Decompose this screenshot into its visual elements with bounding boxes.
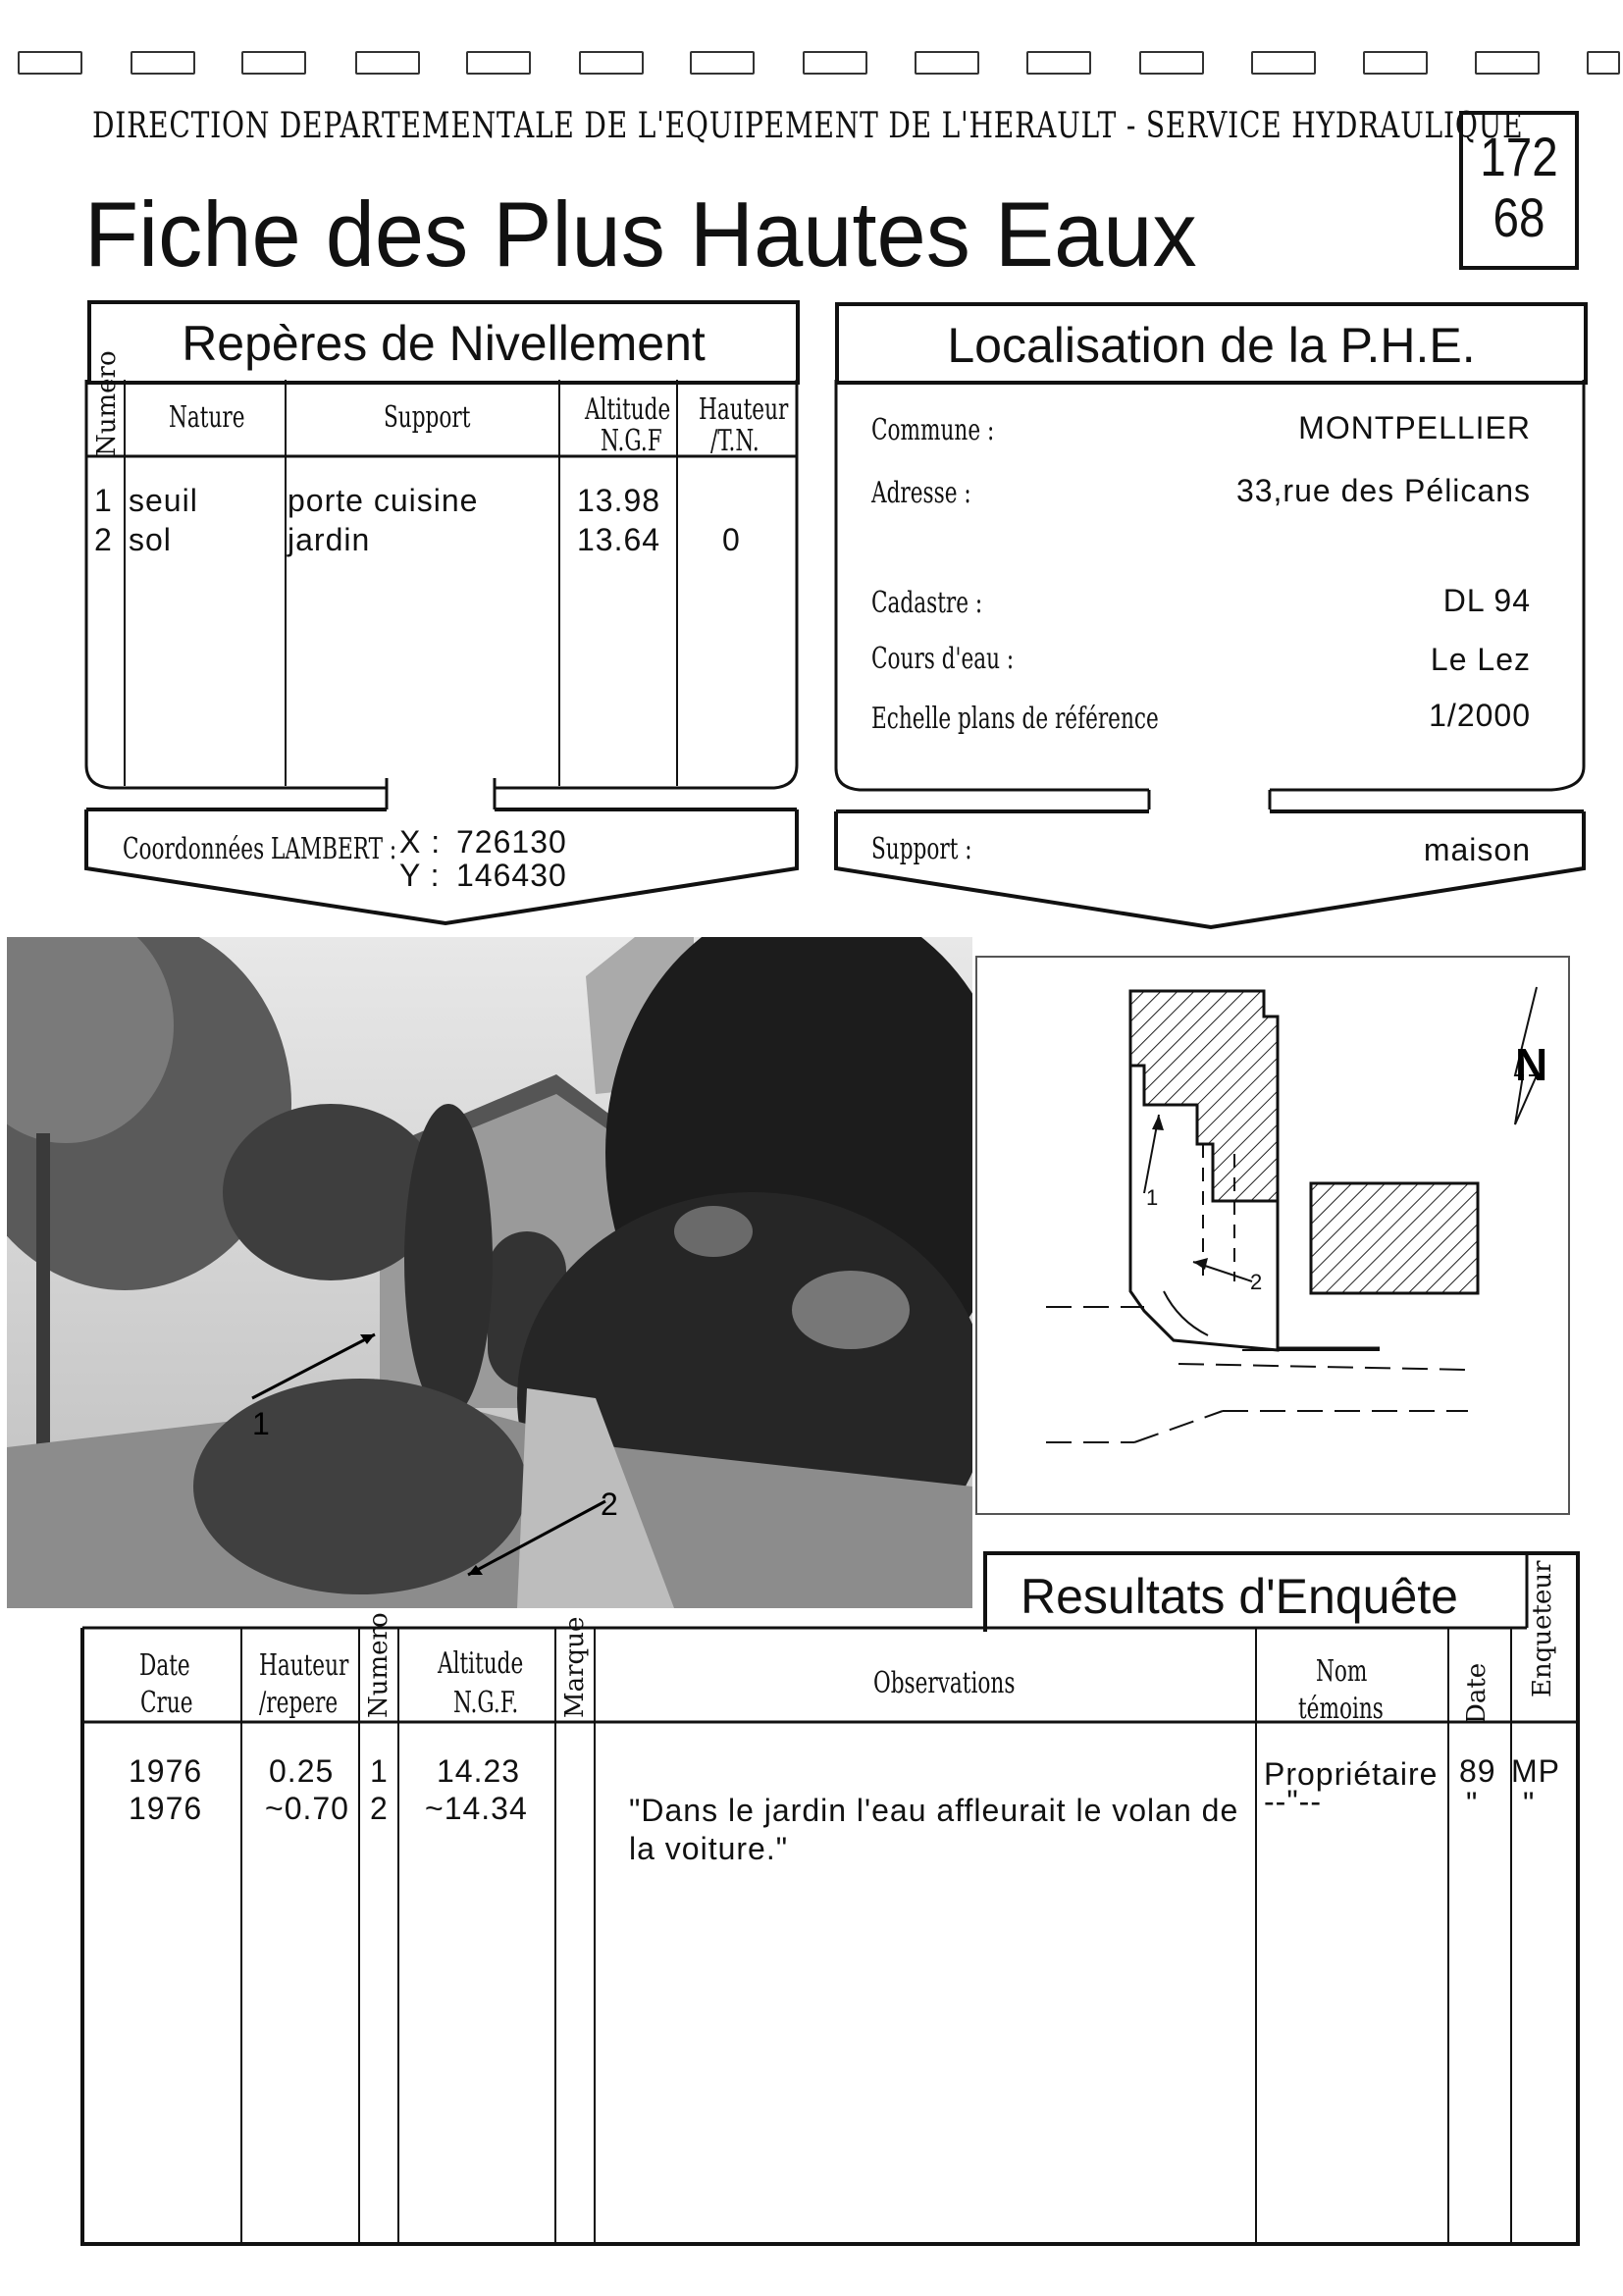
reference-bottom: 68 — [1492, 186, 1545, 248]
resultats-title: Resultats d'Enquête — [1021, 1569, 1458, 1624]
row-nom: --"-- — [1264, 1784, 1322, 1819]
binder-tab — [241, 51, 306, 75]
col-date-crue-header: Date — [139, 1648, 190, 1683]
map-marker-2: 2 — [1250, 1270, 1263, 1294]
cadastre-label: Cadastre : — [871, 586, 983, 620]
lambert-label: Coordonnées LAMBERT : — [123, 832, 397, 866]
binder-tab — [690, 51, 755, 75]
col-marque-header: Marque — [560, 1616, 590, 1718]
row-altitude: 13.98 — [577, 483, 661, 518]
page-title: Fiche des Plus Hautes Eaux — [84, 183, 1197, 286]
row-enqueteur: " — [1523, 1786, 1536, 1821]
site-map — [975, 956, 1570, 1515]
lambert-x-value: 726130 — [456, 824, 567, 860]
commune-label: Commune : — [871, 413, 995, 447]
row-date-crue: 1976 — [129, 1753, 203, 1789]
col-numero-header: Numero — [364, 1612, 393, 1718]
binder-tab — [579, 51, 644, 75]
organization-header: DIRECTION DEPARTEMENTALE DE L'EQUIPEMENT DE L'HERAULT - SERVICE HYDRAULIQUE — [92, 106, 1524, 146]
binder-tab — [1026, 51, 1091, 75]
binder-tab — [1251, 51, 1316, 75]
col-altitude-sub: N.G.F. — [453, 1686, 519, 1720]
row-support: jardin — [288, 522, 371, 557]
row-num: 2 — [94, 522, 113, 557]
adresse-value: 33,rue des Pélicans — [1235, 473, 1531, 508]
col-altitude-unit: N.G.F — [601, 424, 662, 458]
row-altitude: ~14.34 — [425, 1791, 528, 1826]
row-numero: 2 — [370, 1791, 389, 1826]
support-label: Support : — [871, 832, 972, 866]
binder-tab — [1475, 51, 1540, 75]
row-hauteur: 0 — [722, 522, 741, 557]
binder-tab — [1587, 51, 1620, 75]
localisation-title: Localisation de la P.H.E. — [835, 302, 1588, 385]
echelle-label: Echelle plans de référence — [871, 702, 1159, 736]
col-date-header: Date — [1462, 1662, 1492, 1724]
observation-line-1: "Dans le jardin l'eau affleurait le volan de — [629, 1793, 1239, 1828]
col-altitude-header: Altitude — [438, 1646, 524, 1681]
cours-label: Cours d'eau : — [871, 642, 1015, 676]
site-plan — [977, 958, 1568, 1513]
binder-tab — [466, 51, 531, 75]
row-nom: Propriétaire — [1264, 1756, 1439, 1792]
map-marker-1: 1 — [1146, 1185, 1159, 1210]
adresse-label: Adresse : — [871, 476, 971, 510]
col-enqueteur-header: Enqueteur — [1528, 1560, 1557, 1697]
reperes-title: Repères de Nivellement — [87, 300, 800, 385]
garden-photo-illustration — [7, 937, 972, 1608]
observation-line-2: la voiture." — [629, 1831, 789, 1866]
col-hauteur-header: Hauteur — [259, 1648, 349, 1683]
site-photo — [7, 937, 972, 1608]
row-nature: sol — [129, 522, 172, 557]
commune-value: MONTPELLIER — [1298, 410, 1531, 445]
col-observations-header: Observations — [873, 1666, 1016, 1700]
support-value: maison — [1423, 832, 1531, 867]
binder-tab — [131, 51, 195, 75]
row-support: porte cuisine — [288, 483, 479, 518]
col-numero-header: Numero — [92, 350, 122, 456]
cours-value: Le Lez — [1430, 642, 1531, 677]
photo-marker-2: 2 — [601, 1487, 619, 1522]
row-date: " — [1466, 1786, 1479, 1821]
row-altitude: 13.64 — [577, 522, 661, 557]
row-altitude: 14.23 — [437, 1753, 521, 1789]
col-nom-sub: témoins — [1298, 1692, 1384, 1726]
binder-tab — [1363, 51, 1428, 75]
row-hauteur: ~0.70 — [265, 1791, 349, 1826]
col-date-crue-sub: Crue — [140, 1686, 193, 1720]
row-enqueteur: MP — [1511, 1753, 1560, 1789]
cadastre-value: DL 94 — [1442, 583, 1531, 618]
col-hauteur-header: Hauteur — [699, 392, 789, 427]
row-date-crue: 1976 — [129, 1791, 203, 1826]
photo-marker-1: 1 — [252, 1406, 271, 1441]
col-nature-header: Nature — [169, 400, 245, 435]
echelle-value: 1/2000 — [1429, 698, 1531, 733]
binder-tabs — [0, 51, 1623, 73]
reference-box — [1459, 111, 1579, 270]
row-date: 89 — [1459, 1753, 1496, 1789]
col-altitude-header: Altitude — [585, 392, 671, 427]
binder-tab — [915, 51, 979, 75]
binder-tab — [355, 51, 420, 75]
north-label: N — [1515, 1039, 1548, 1090]
row-nature: seuil — [129, 483, 198, 518]
lambert-y-value: 146430 — [456, 858, 567, 893]
row-numero: 1 — [370, 1753, 389, 1789]
reference-top: 172 — [1480, 126, 1558, 187]
binder-tab — [1139, 51, 1204, 75]
lambert-x-label: X : — [399, 824, 442, 860]
col-nom-header: Nom — [1316, 1654, 1368, 1689]
binder-tab — [803, 51, 867, 75]
row-num: 1 — [94, 483, 113, 518]
lambert-y-label: Y : — [399, 858, 441, 893]
binder-tab — [18, 51, 82, 75]
col-hauteur-sub: /repere — [259, 1686, 339, 1720]
col-hauteur-unit: /T.N. — [710, 424, 759, 458]
col-support-header: Support — [384, 400, 471, 435]
row-hauteur: 0.25 — [269, 1753, 335, 1789]
